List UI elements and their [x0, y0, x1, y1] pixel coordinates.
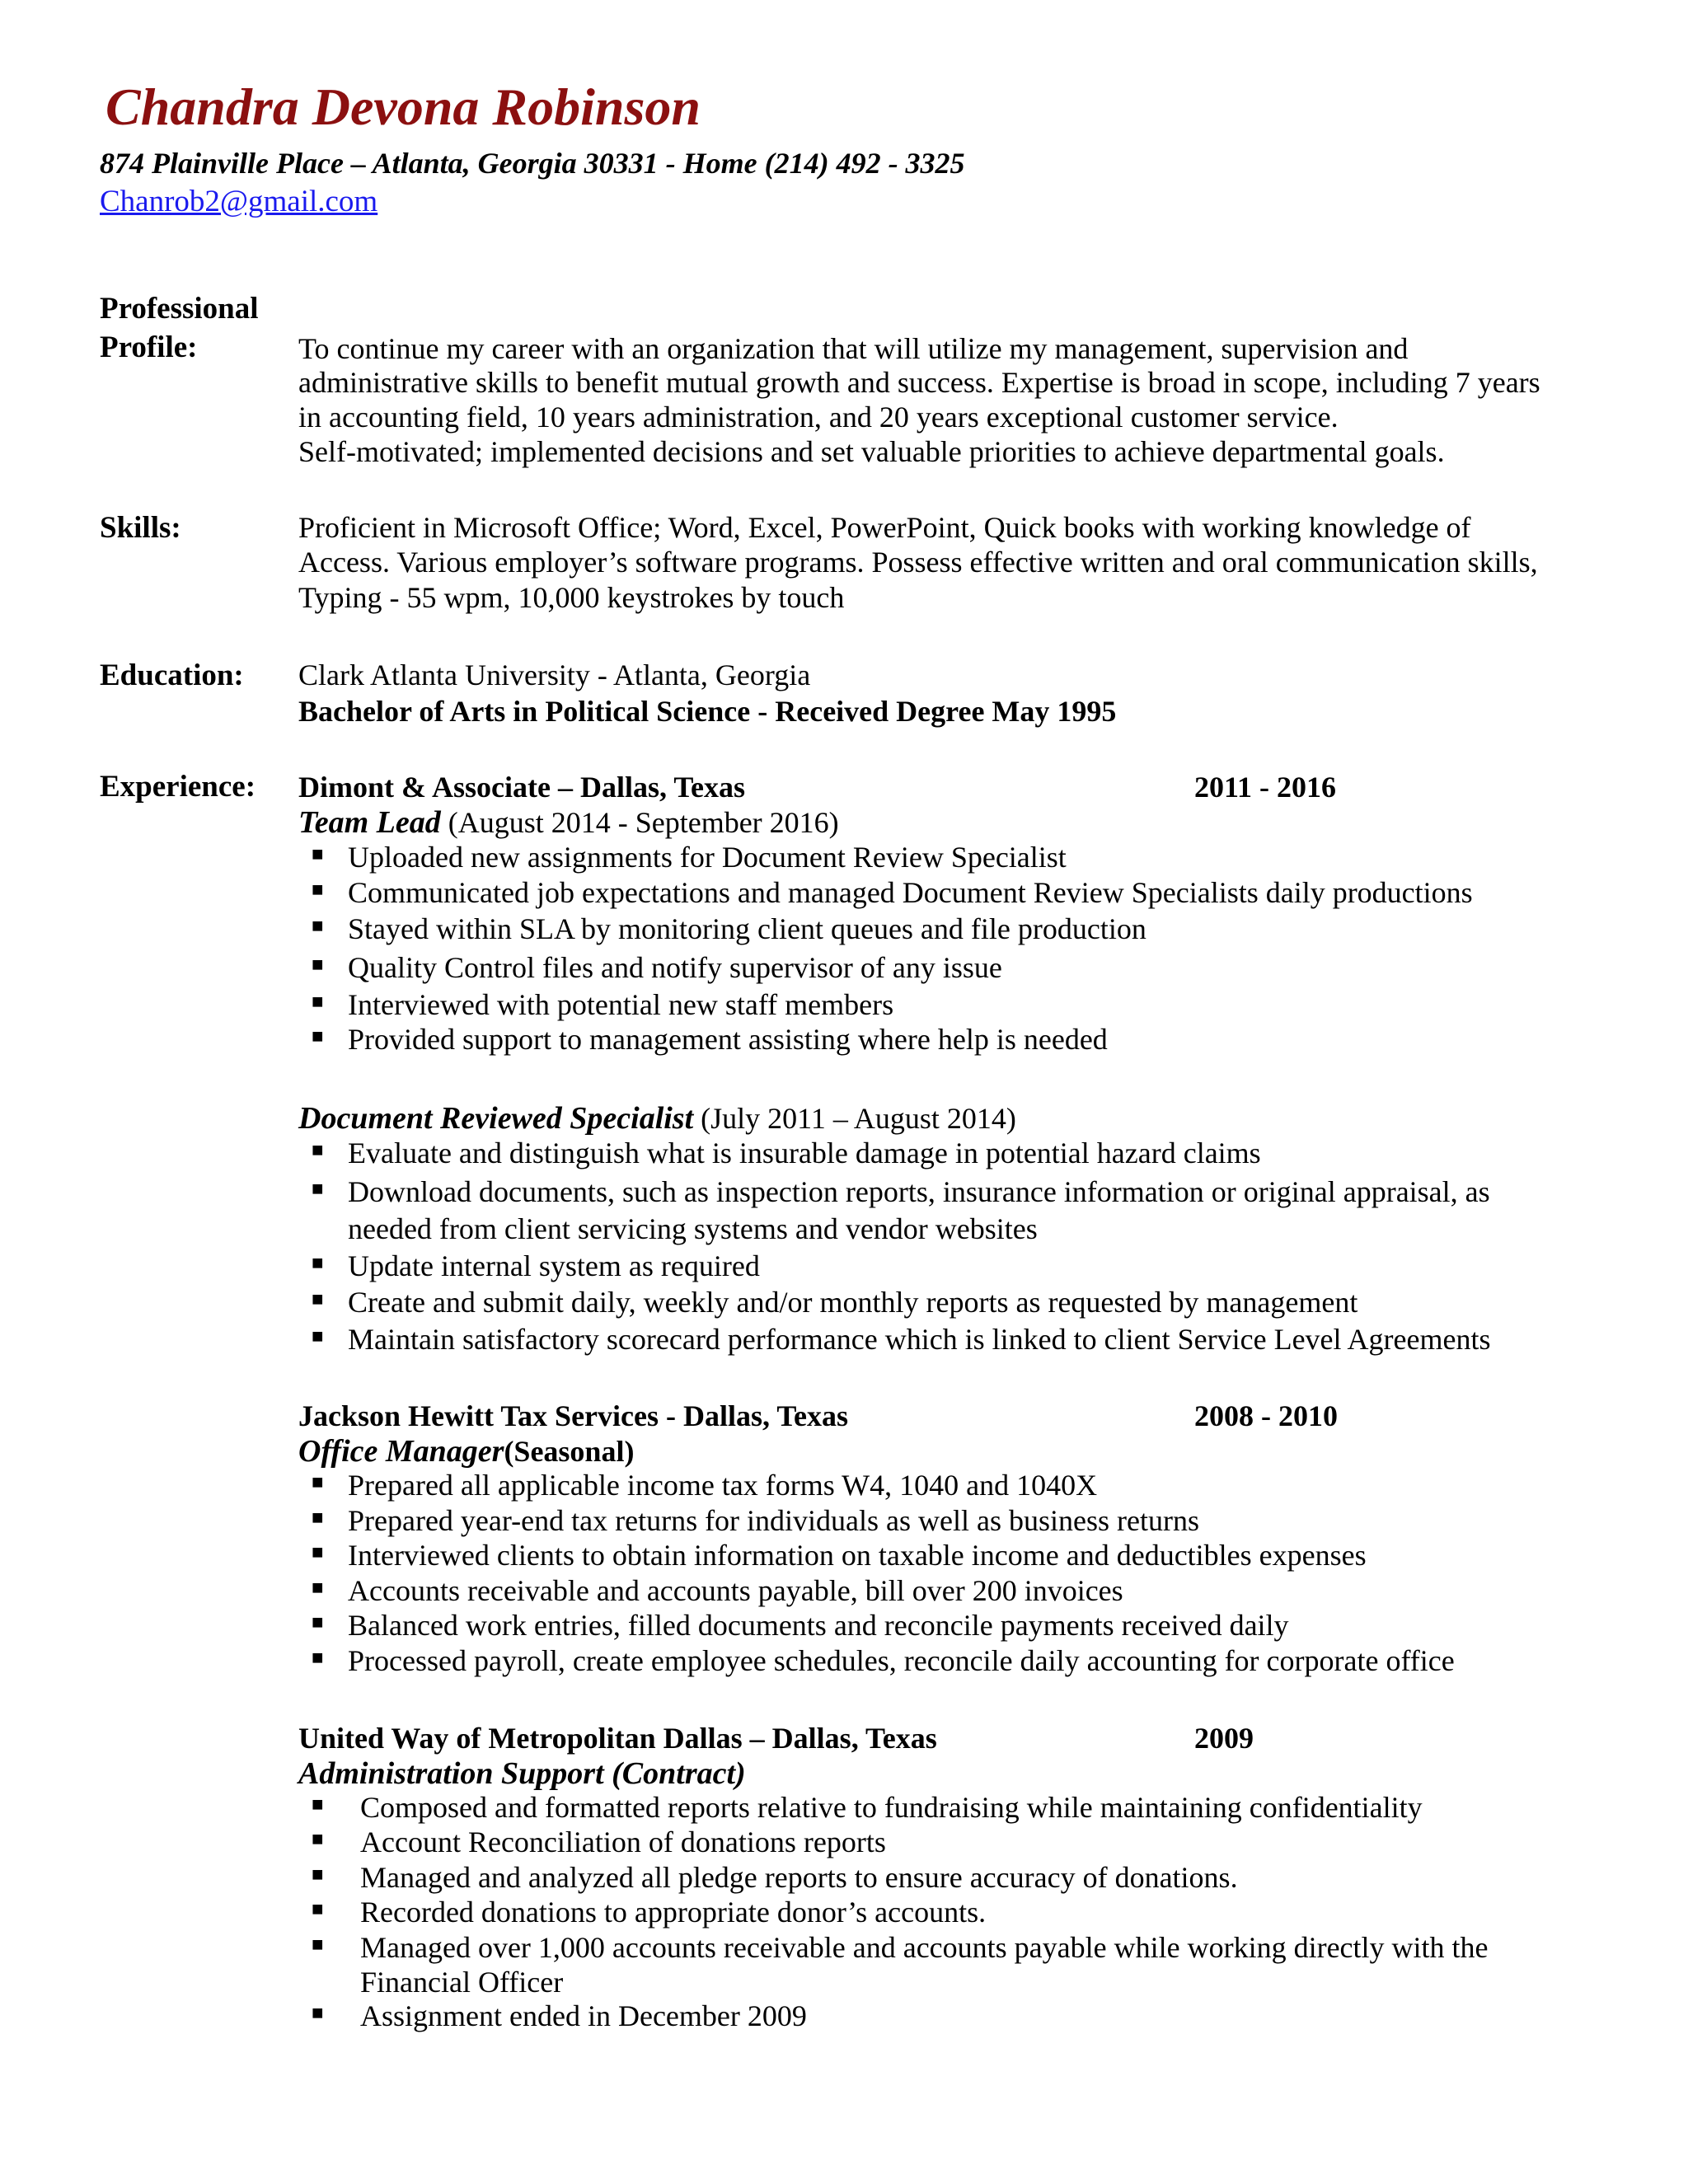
bullet-square-icon: ■	[312, 1179, 324, 1200]
education-school: Clark Atlanta University - Atlanta, Georgia	[298, 658, 811, 691]
bullet-square-icon: ■	[312, 1864, 324, 1886]
bullet-text: Accounts receivable and accounts payable, bill over 200 invoices	[348, 1574, 1123, 1607]
role-dates: (July 2011 – August 2014)	[693, 1102, 1016, 1135]
bullet-text: Maintain satisfactory scorecard performance which is linked to client Service Level Agreements	[348, 1323, 1491, 1356]
role-title: Administration Support (Contract)	[298, 1756, 746, 1791]
job-company: United Way of Metropolitan Dallas – Dallas, Texas	[298, 1722, 937, 1755]
job-years: 2011 - 2016	[1194, 771, 1337, 804]
bullet-text: Update internal system as required	[348, 1249, 760, 1282]
bullet-square-icon: ■	[312, 1289, 324, 1310]
bullet-square-icon: ■	[312, 1794, 324, 1816]
bullet-square-icon: ■	[312, 1647, 324, 1669]
role-heading	[298, 1103, 1016, 1134]
bullet-text: Download documents, such as inspection reports, insurance information or original appraisal, as	[348, 1175, 1490, 1208]
bullet-text: Communicated job expectations and managed Document Review Specialists daily productions	[348, 876, 1473, 909]
bullet-text-continued: Financial Officer	[360, 1966, 564, 1999]
bullet-text: Prepared all applicable income tax forms W4, 1040 and 1040X	[348, 1469, 1098, 1502]
bullet-square-icon: ■	[312, 1612, 324, 1633]
bullet-square-icon: ■	[312, 2003, 324, 2024]
bullet-text: Managed and analyzed all pledge reports to ensure accuracy of donations.	[360, 1861, 1238, 1894]
bullet-square-icon: ■	[312, 1140, 324, 1161]
profile-label-line1: Professional	[100, 292, 259, 326]
bullet-square-icon: ■	[312, 991, 324, 1013]
skills-line: Access. Various employer’s software programs. Possess effective written and oral communication skills,	[298, 546, 1538, 579]
bullet-text: Recorded donations to appropriate donor’s accounts.	[360, 1896, 987, 1929]
bullet-text-continued: needed from client servicing systems and vendor websites	[348, 1212, 1038, 1245]
bullet-text: Uploaded new assignments for Document Review Specialist	[348, 841, 1067, 874]
contact-address: 874 Plainville Place – Atlanta, Georgia 30331 - Home (214) 492 - 3325	[100, 147, 965, 180]
email-link[interactable]: Chanrob2@gmail.com	[100, 185, 378, 218]
job-company: Jackson Hewitt Tax Services - Dallas, Texas	[298, 1399, 849, 1432]
bullet-text: Composed and formatted reports relative to fundraising while maintaining confidentiality	[360, 1791, 1423, 1824]
profile-line: To continue my career with an organization that will utilize my management, supervision and	[298, 332, 1409, 365]
profile-line: administrative skills to benefit mutual growth and success. Expertise is broad in scope, including 7 years	[298, 366, 1540, 399]
bullet-text: Assignment ended in December 2009	[360, 1999, 807, 2032]
bullet-text: Quality Control files and notify supervisor of any issue	[348, 951, 1002, 984]
bullet-text: Stayed within SLA by monitoring client queues and file production	[348, 912, 1146, 945]
bullet-square-icon: ■	[312, 1934, 324, 1956]
bullet-square-icon: ■	[312, 1577, 324, 1599]
bullet-text: Managed over 1,000 accounts receivable and accounts payable while working directly with the	[360, 1931, 1489, 1964]
bullet-text: Interviewed with potential new staff members	[348, 988, 894, 1021]
bullet-text: Processed payroll, create employee schedules, reconcile daily accounting for corporate office	[348, 1644, 1455, 1677]
bullet-square-icon: ■	[312, 844, 324, 865]
profile-line: in accounting field, 10 years administration, and 20 years exceptional customer service.	[298, 401, 1339, 434]
bullet-text: Interviewed clients to obtain information on taxable income and deductibles expenses	[348, 1539, 1367, 1572]
bullet-square-icon: ■	[312, 1542, 324, 1563]
job-years: 2009	[1194, 1722, 1254, 1755]
bullet-square-icon: ■	[312, 1899, 324, 1920]
role-heading	[298, 1758, 746, 1789]
role-heading	[298, 807, 839, 838]
bullet-text: Account Reconciliation of donations reports	[360, 1825, 886, 1858]
role-title: Office Manager	[298, 1434, 504, 1469]
job-company: Dimont & Associate – Dallas, Texas	[298, 771, 746, 804]
bullet-square-icon: ■	[312, 879, 324, 901]
skills-label: Skills:	[100, 511, 181, 545]
bullet-square-icon: ■	[312, 1472, 324, 1493]
bullet-text: Evaluate and distinguish what is insurable damage in potential hazard claims	[348, 1137, 1261, 1169]
bullet-square-icon: ■	[312, 954, 324, 976]
experience-label: Experience:	[100, 770, 256, 804]
role-title: Team Lead	[298, 805, 441, 840]
role-dates: (August 2014 - September 2016)	[440, 806, 839, 839]
profile-label-line2: Profile:	[100, 330, 198, 364]
bullet-square-icon: ■	[312, 1253, 324, 1274]
bullet-square-icon: ■	[312, 1829, 324, 1850]
skills-line: Typing - 55 wpm, 10,000 keystrokes by touch	[298, 581, 845, 614]
bullet-square-icon: ■	[312, 916, 324, 937]
applicant-name: Chandra Devona Robinson	[106, 77, 701, 136]
role-title: Document Reviewed Specialist	[298, 1101, 694, 1136]
education-label: Education:	[100, 658, 244, 692]
skills-line: Proficient in Microsoft Office; Word, Excel, PowerPoint, Quick books with working knowledge of	[298, 511, 1471, 544]
role-heading	[298, 1436, 634, 1467]
bullet-square-icon: ■	[312, 1507, 324, 1529]
role-dates: (Seasonal)	[504, 1435, 635, 1468]
bullet-text: Prepared year-end tax returns for individuals as well as business returns	[348, 1504, 1199, 1537]
bullet-square-icon: ■	[312, 1026, 324, 1047]
bullet-text: Balanced work entries, filled documents and reconcile payments received daily	[348, 1609, 1289, 1642]
job-years: 2008 - 2010	[1194, 1399, 1338, 1432]
profile-line: Self-motivated; implemented decisions and set valuable priorities to achieve departmental goals.	[298, 435, 1445, 468]
education-degree: Bachelor of Arts in Political Science - Received Degree May 1995	[298, 695, 1117, 728]
bullet-square-icon: ■	[312, 1326, 324, 1347]
bullet-text: Create and submit daily, weekly and/or monthly reports as requested by management	[348, 1286, 1358, 1319]
bullet-text: Provided support to management assisting where help is needed	[348, 1023, 1108, 1056]
